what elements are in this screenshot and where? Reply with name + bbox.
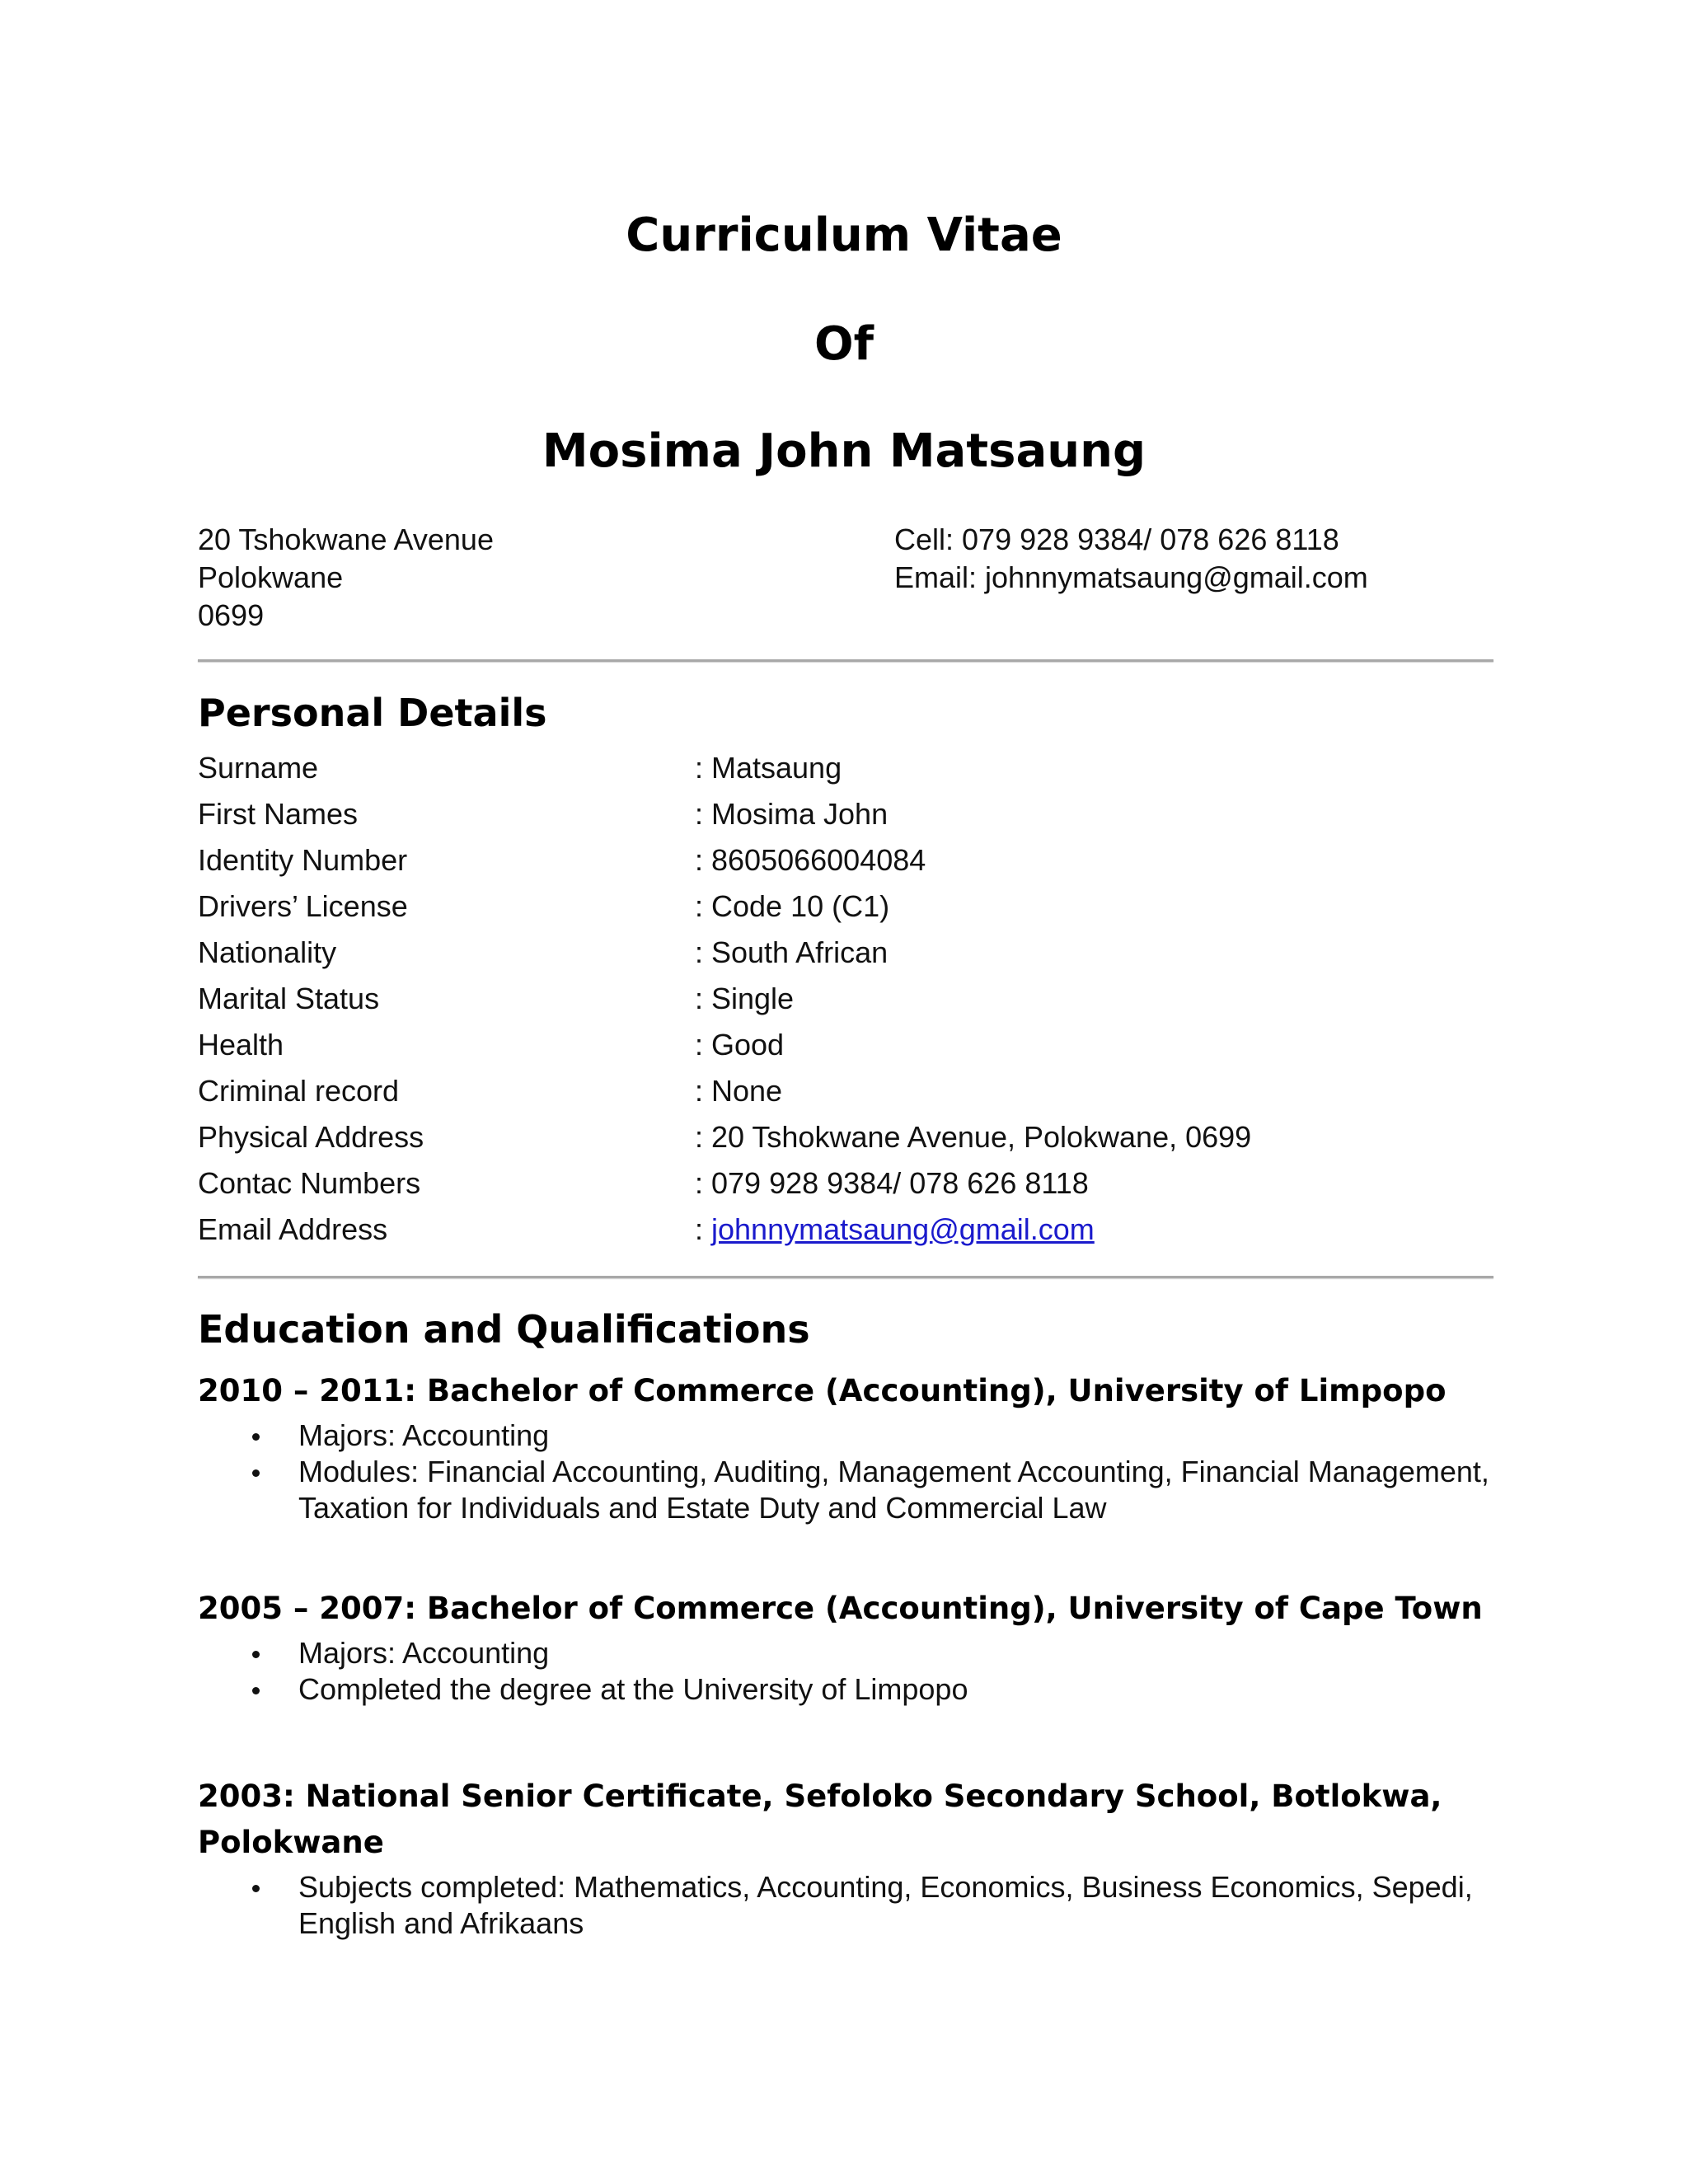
document-title: Curriculum Vitae — [626, 209, 1062, 262]
list-item: Majors: Accounting — [198, 1635, 1500, 1671]
bullet-list — [198, 1635, 1500, 1708]
detail-value: : Single — [695, 982, 795, 1015]
detail-label: First Names — [198, 797, 359, 831]
detail-label: Surname — [198, 751, 319, 785]
detail-label: Health — [198, 1028, 284, 1062]
education-heading: Education and Qualifications — [198, 1307, 810, 1352]
detail-label: Physical Address — [198, 1120, 424, 1154]
detail-label: Marital Status — [198, 982, 380, 1015]
detail-value: : 8605066004084 — [695, 843, 926, 877]
email-prefix: : — [695, 1212, 712, 1246]
bullet-list — [198, 1869, 1500, 1942]
bullet-list — [198, 1418, 1500, 1526]
contact-info — [894, 521, 1368, 597]
detail-value: : Mosima John — [695, 797, 889, 831]
list-item: Majors: Accounting — [198, 1418, 1500, 1454]
contact-cell: Cell: 079 928 9384/ 078 626 8118 — [894, 523, 1339, 556]
education-entry-title: 2003: National Senior Certificate, Sefoloko Secondary School, Botlokwa, Polokwane — [198, 1779, 1442, 1860]
personal-details-heading: Personal Details — [198, 691, 547, 735]
address-street: 20 Tshokwane Avenue — [198, 523, 494, 556]
detail-row — [198, 837, 1493, 883]
detail-row-email — [198, 1207, 1493, 1253]
list-item: Modules: Financial Accounting, Auditing, Management Accounting, Financial Management, Taxation for Individuals and Estate Duty and Commercial Law — [198, 1454, 1500, 1526]
detail-value: : Code 10 (C1) — [695, 889, 890, 923]
detail-row — [198, 745, 1493, 791]
detail-label: Nationality — [198, 935, 337, 969]
detail-row — [198, 883, 1493, 930]
detail-value: : Good — [695, 1028, 785, 1062]
detail-label: Drivers’ License — [198, 889, 408, 923]
education-entry-title: 2010 – 2011: Bachelor of Commerce (Accounting), University of Limpopo — [198, 1373, 1447, 1408]
detail-row — [198, 1114, 1493, 1160]
detail-row — [198, 791, 1493, 837]
detail-value: : South African — [695, 935, 889, 969]
detail-value: : 20 Tshokwane Avenue, Polokwane, 0699 — [695, 1120, 1252, 1154]
education-entry — [198, 1368, 1500, 1526]
detail-value: : 079 928 9384/ 078 626 8118 — [695, 1166, 1089, 1200]
postal-address — [198, 521, 494, 635]
detail-row — [198, 1022, 1493, 1068]
detail-row — [198, 1068, 1493, 1114]
list-item: Subjects completed: Mathematics, Accounting, Economics, Business Economics, Sepedi, English and Afrikaans — [198, 1869, 1500, 1942]
education-entry — [198, 1586, 1500, 1708]
detail-row — [198, 1160, 1493, 1207]
candidate-name: Mosima John Matsaung — [542, 424, 1146, 478]
detail-value: : Matsaung — [695, 751, 842, 785]
contact-email: Email: johnnymatsaung@gmail.com — [894, 560, 1368, 594]
detail-label: Email Address — [198, 1212, 388, 1246]
address-city: Polokwane — [198, 560, 344, 594]
detail-row — [198, 930, 1493, 976]
divider — [198, 659, 1493, 662]
detail-label: Contac Numbers — [198, 1166, 421, 1200]
education-entry-title: 2005 – 2007: Bachelor of Commerce (Accounting), University of Cape Town — [198, 1591, 1483, 1626]
personal-details-list — [198, 745, 1493, 1253]
list-item: Completed the degree at the University of Limpopo — [198, 1671, 1500, 1708]
divider — [198, 1276, 1493, 1278]
detail-value: : None — [695, 1074, 783, 1108]
detail-label: Criminal record — [198, 1074, 400, 1108]
address-postcode: 0699 — [198, 598, 265, 632]
email-link[interactable]: johnnymatsaung@gmail.com — [711, 1212, 1095, 1246]
document-title-of: Of — [814, 317, 874, 371]
detail-row — [198, 976, 1493, 1022]
detail-value — [695, 1212, 1095, 1247]
detail-label: Identity Number — [198, 843, 408, 877]
education-entry — [198, 1774, 1500, 1942]
